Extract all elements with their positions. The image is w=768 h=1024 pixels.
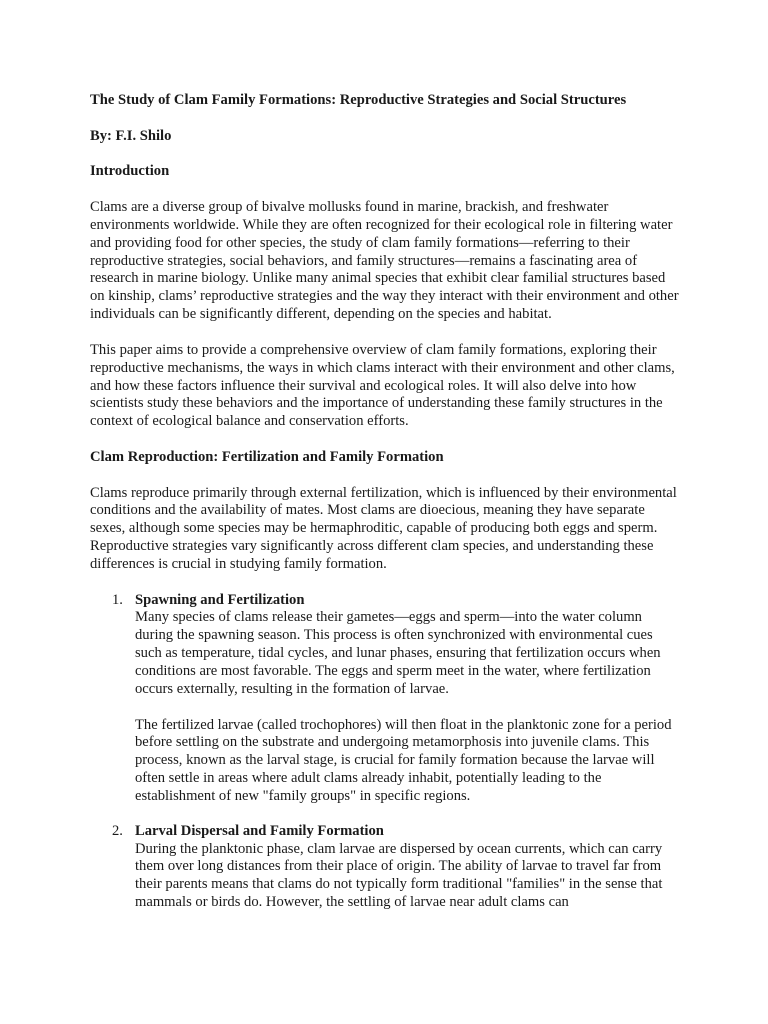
list-item-title: Spawning and Fertilization [135,591,305,608]
list-item-paragraph: The fertilized larvae (called trochophores) will then float in the planktonic zone for a period before settling on the substrate and undergoing metamorphosis into juvenile clams. This process, known as the larval stage, is crucial for family formation because the larvae will often settle in areas where adult clams already inhabit, potentially leading to the establishment of new "family groups" in specific regions. [135,716,672,804]
section-heading-introduction: Introduction [90,163,170,180]
reproduction-intro-paragraph: Clams reproduce primarily through external fertilization, which is influenced by their environmental conditions and the availability of mates. Most clams are dioecious, meaning they have separate sexes, although some species may be hermaphroditic, capable of producing both eggs and sperm. Reproductive strategies vary significantly across different clam species, and understanding these differences is crucial in studying family formation. [90,484,677,572]
numbered-list [90,592,682,912]
list-item-paragraph: During the planktonic phase, clam larvae are dispersed by ocean currents, which can carry them over long distances from their place of origin. The ability of larvae to travel far from their parents means that clams do not typically form traditional "families" in the sense that mammals or birds do. However, the settling of larvae near adult clams can [135,840,663,911]
list-item-number: 1. [112,591,123,608]
list-item-number: 2. [112,822,123,839]
byline: By: F.I. Shilo [90,127,172,144]
list-item-title: Larval Dispersal and Family Formation [135,822,384,839]
list-item-paragraph: Many species of clams release their gametes—eggs and sperm—into the water column during the spawning season. This process is often synchronized with environmental cues such as temperature, tidal cycles, and lunar phases, ensuring that fertilization occurs when conditions are most favorable. The eggs and sperm meet in the water, where fertilization occurs externally, resulting in the formation of larvae. [135,609,661,697]
list-item [90,592,682,806]
intro-paragraph-1: Clams are a diverse group of bivalve mollusks found in marine, brackish, and freshwater environments worldwide. While they are often recognized for their ecological role in filtering water and providing food for other species, the study of clam family formations—referring to their reproductive strategies, social behaviors, and family structures—remains a fascinating area of research in marine biology. Unlike many animal species that exhibit clear familial structures based on kinship, clams’ reproductive strategies and the way they interact with their environment and other individuals can be significantly different, depending on the species and habitat. [90,199,679,323]
document-title: The Study of Clam Family Formations: Reproductive Strategies and Social Structures [90,92,627,108]
intro-paragraph-2: This paper aims to provide a comprehensive overview of clam family formations, exploring their reproductive mechanisms, the ways in which clams interact with their environment and other clams, and how these factors influence their survival and ecological roles. It will also delve into how scientists study these behaviors and the importance of understanding these family structures in the context of ecological balance and conservation efforts. [90,341,675,430]
document-page [90,92,682,921]
section-heading-reproduction: Clam Reproduction: Fertilization and Family Formation [90,448,444,465]
list-item [90,823,682,912]
